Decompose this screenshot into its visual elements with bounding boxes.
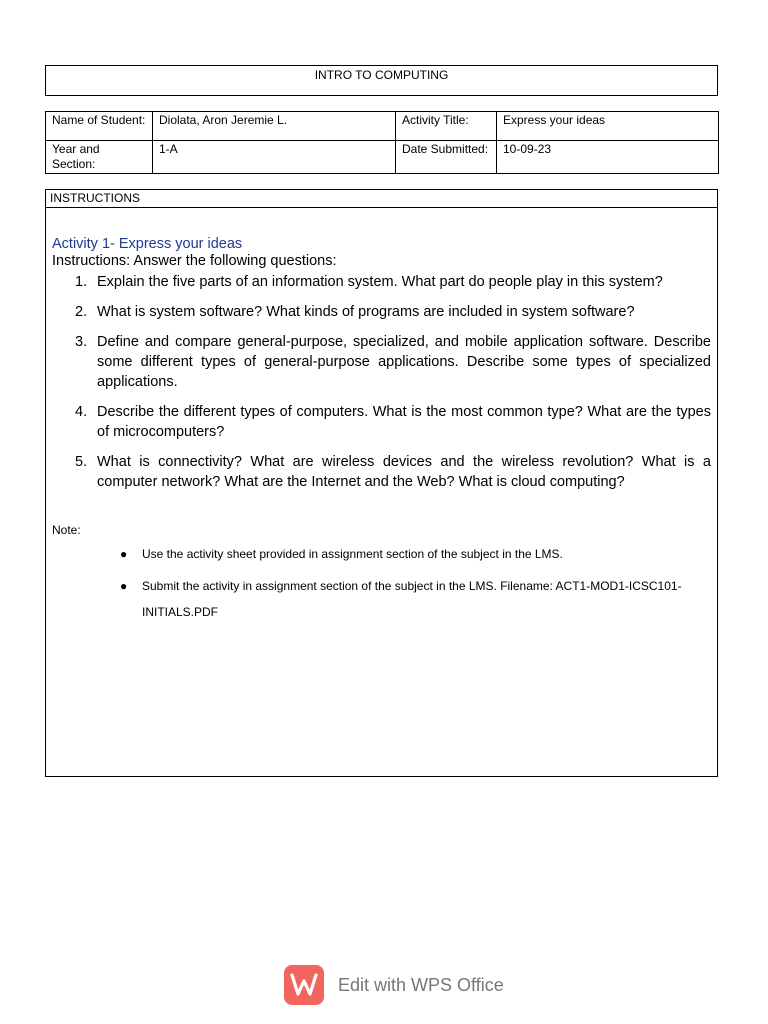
year-section-value: 1-A [153, 141, 396, 174]
student-info-table [45, 111, 719, 174]
note-text: Use the activity sheet provided in assignment section of the subject in the LMS. [142, 547, 563, 561]
question-item [75, 332, 711, 392]
question-text: Describe the different types of computers. What is the most common type? What are the types of microcomputers? [97, 404, 711, 440]
instructions-text: Answer the following questions: [133, 253, 337, 269]
year-section-label: Year and Section: [46, 141, 153, 174]
wps-edit-link[interactable]: Edit with WPS Office [338, 975, 504, 995]
question-text: What is system software? What kinds of programs are included in system software? [97, 304, 635, 320]
question-item [75, 302, 711, 322]
question-number: 4. [75, 404, 88, 420]
question-number: 3. [75, 334, 88, 350]
note-item [118, 573, 714, 625]
question-number: 1. [75, 274, 88, 290]
filename-label: Filename: [500, 579, 553, 593]
filename-value: ACT1-MOD1-ICSC101-INITIALS.PDF [142, 579, 682, 619]
question-item [75, 272, 711, 292]
name-value: Diolata, Aron Jeremie L. [153, 112, 396, 141]
wps-logo-icon[interactable] [284, 965, 324, 1005]
question-text: What is connectivity? What are wireless devices and the wireless revolution? What is a computer network? What are the Internet and the Web? What is cloud computing? [97, 454, 711, 490]
note-list [118, 547, 714, 625]
question-number: 5. [75, 454, 88, 470]
instructions-line [52, 253, 337, 269]
wps-w-icon [290, 972, 318, 998]
name-label: Name of Student: [46, 112, 153, 141]
instructions-label: Instructions: [52, 253, 131, 269]
question-list [75, 272, 711, 502]
activity-title: Activity 1- Express your ideas [52, 236, 243, 252]
info-row [46, 112, 719, 141]
bullet-icon: ● [120, 547, 128, 561]
title-box [45, 65, 718, 96]
note-label: Note: [52, 523, 81, 537]
question-item [75, 402, 711, 442]
question-number: 2. [75, 304, 88, 320]
question-text: Define and compare general-purpose, specialized, and mobile application software. Describe some different types of general-purpose applications. Describe some types of specialized applications. [97, 334, 711, 390]
instructions-header: INSTRUCTIONS [46, 190, 717, 208]
instructions-box [45, 189, 718, 777]
document-title: INTRO TO COMPUTING [314, 68, 449, 82]
question-item [75, 452, 711, 492]
info-row [46, 141, 719, 174]
activity-title-label: Activity Title: [396, 112, 497, 141]
bullet-icon: ● [120, 579, 128, 593]
question-text: Explain the five parts of an information system. What part do people play in this system? [97, 274, 663, 290]
note-item [118, 547, 714, 562]
note-text: Submit the activity in assignment section of the subject in the LMS. [142, 579, 497, 593]
activity-title-value: Express your ideas [497, 112, 719, 141]
date-submitted-label: Date Submitted: [396, 141, 497, 174]
date-submitted-value: 10-09-23 [497, 141, 719, 174]
